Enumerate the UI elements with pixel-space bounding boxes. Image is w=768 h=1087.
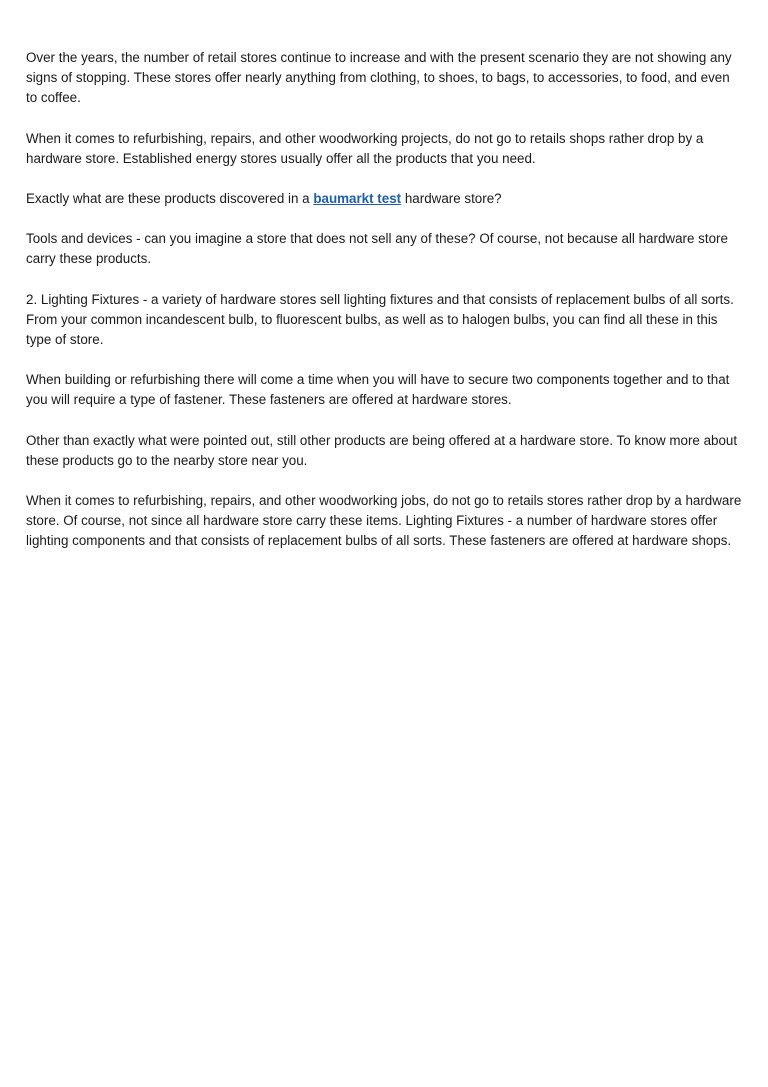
paragraph-text-before-link: Exactly what are these products discovered in a xyxy=(26,191,314,207)
paragraph-refurbishing: When it comes to refurbishing, repairs, and other woodworking projects, do not go to retails shops rather drop by a hardware store. Established energy stores usually offer all the products that you need. xyxy=(26,130,704,166)
paragraph-other-products: Other than exactly what were pointed out, still other products are being offered at a hardware store. To know more about these products go to the nearby store near you. xyxy=(26,432,738,468)
paragraph-products-question xyxy=(26,189,744,209)
paragraph-tools-devices: Tools and devices - can you imagine a store that does not sell any of these? Of course, not because all hardware store carry these products. xyxy=(26,231,728,267)
paragraph-fasteners: When building or refurbishing there will come a time when you will have to secure two components together and to that you will require a type of fastener. These fasteners are offered at hardware stores. xyxy=(26,372,730,408)
paragraph-lighting-fixtures: 2. Lighting Fixtures - a variety of hardware stores sell lighting fixtures and that consists of replacement bulbs of all sorts. From your common incandescent bulb, to fluorescent bulbs, as well as to halogen bulbs, you can find all these in this type of store. xyxy=(26,291,734,348)
paragraph-summary: When it comes to refurbishing, repairs, and other woodworking jobs, do not go to retails stores rather drop by a hardware store. Of course, not since all hardware store carry these items. Lighting Fixtures - a number of hardware stores offer lighting components and that consists of replacement bulbs of all sorts. These fasteners are offered at hardware shops. xyxy=(26,493,742,549)
baumarkt-test-link[interactable]: baumarkt test xyxy=(313,191,402,207)
paragraph-text-after-link: hardware store? xyxy=(401,191,502,207)
paragraph-retail-stores: Over the years, the number of retail stores continue to increase and with the present scenario they are not showing any signs of stopping. These stores offer nearly anything from clothing, to shoes, to bags, to accessories, to food, and even to coffee. xyxy=(26,50,732,106)
document-body xyxy=(26,48,744,572)
